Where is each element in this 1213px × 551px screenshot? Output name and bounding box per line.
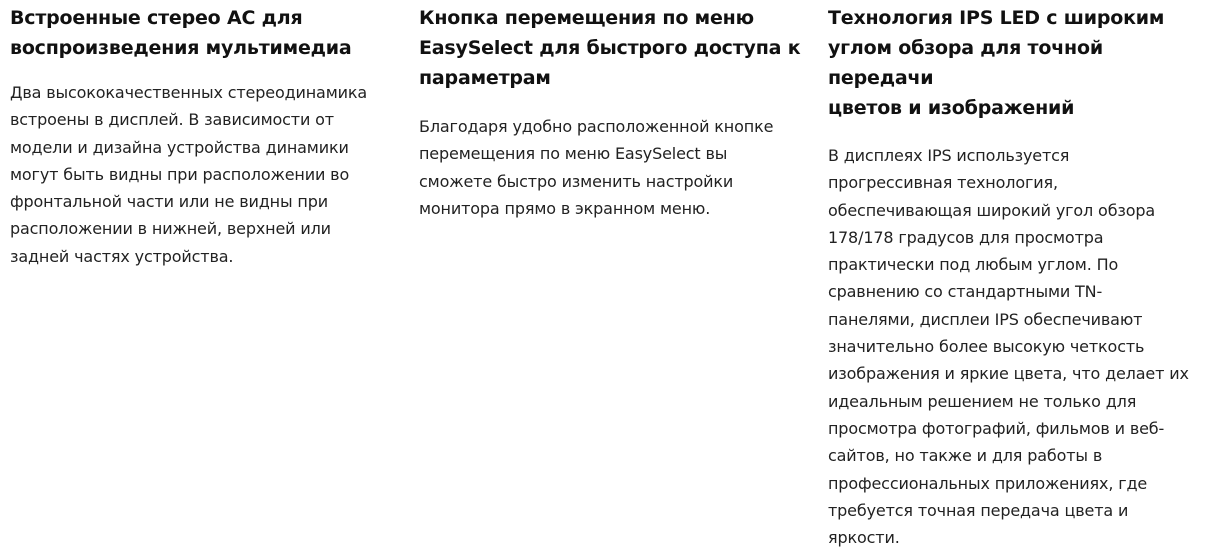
feature-text-line: сможете быстро изменить настройки (419, 171, 734, 191)
feature-text-line: Два высококачественных стереодинамика (10, 83, 368, 102)
feature-title (828, 0, 1213, 123)
feature-text-line: идеальным решением не только для (828, 391, 1137, 411)
feature-text-line: задней частях устройства. (10, 246, 234, 266)
feature-text-line: панелями, дисплеи IPS обеспечивают (828, 309, 1143, 329)
feature-text-line: профессиональных приложениях, где (828, 473, 1148, 493)
feature-title-line: параметрам (419, 67, 551, 89)
feature-title (419, 0, 814, 93)
feature-text-line: модели и дизайна устройства динамики (10, 137, 349, 157)
feature-text-line: фронтальной части или не видны при (10, 192, 328, 212)
feature-title-line: цветов и изображений (828, 97, 1075, 119)
feature-description (828, 142, 1213, 551)
feature-text-line: Благодаря удобно расположенной кнопке (419, 117, 774, 136)
feature-description (419, 113, 814, 222)
feature-title (10, 0, 405, 63)
feature-title-line: Кнопка перемещения по меню (419, 7, 754, 29)
feature-text-line: значительно более высокую четкость (828, 337, 1145, 357)
feature-text-line: В дисплеях IPS используется (828, 146, 1070, 165)
feature-stereo-speakers (10, 0, 405, 270)
feature-text-line: расположении в нижней, верхней или (10, 219, 331, 239)
feature-text-line: сайтов, но также и для работы в (828, 446, 1103, 466)
feature-text-line: просмотра фотографий, фильмов и веб- (828, 418, 1165, 438)
feature-text-line: перемещения по меню EasySelect вы (419, 144, 728, 164)
feature-title-line: Технология IPS LED с широким (828, 7, 1165, 29)
feature-text-line: обеспечивающая широкий угол обзора (828, 200, 1156, 220)
feature-description (10, 79, 405, 270)
feature-title-line: EasySelect для быстрого доступа к (419, 37, 801, 59)
feature-text-line: могут быть видны при расположении во (10, 164, 350, 184)
feature-text-line: встроены в дисплей. В зависимости от (10, 110, 334, 130)
feature-title-line: углом обзора для точной передачи (828, 37, 1103, 89)
feature-text-line: практически под любым углом. По (828, 255, 1119, 275)
feature-ips-led (828, 0, 1213, 551)
feature-title-line: Встроенные стерео АС для (10, 7, 303, 29)
feature-text-line: изображения и яркие цвета, что делает их (828, 364, 1189, 384)
feature-easyselect-button (419, 0, 814, 222)
feature-text-line: монитора прямо в экранном меню. (419, 198, 711, 218)
feature-text-line: прогрессивная технология, (828, 173, 1058, 193)
feature-text-line: яркости. (828, 528, 900, 548)
feature-text-line: требуется точная передача цвета и (828, 500, 1129, 520)
feature-text-line: 178/178 градусов для просмотра (828, 227, 1104, 247)
feature-title-line: воспроизведения мультимедиа (10, 37, 352, 59)
feature-text-line: сравнению со стандартными TN- (828, 282, 1103, 302)
